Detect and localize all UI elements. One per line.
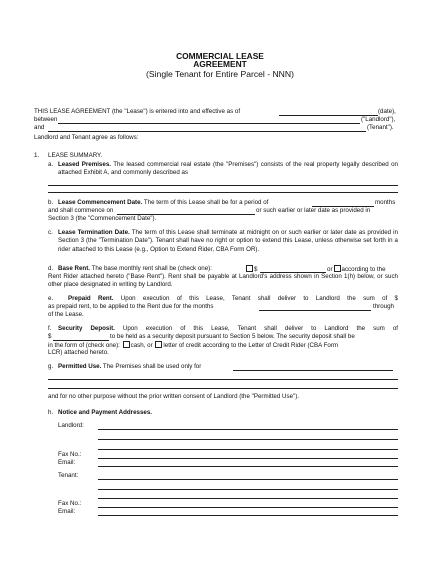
premises-description-blank-1[interactable] bbox=[48, 185, 398, 186]
item-g-heading: Permitted Use. bbox=[58, 363, 102, 370]
tenant-address-blank-2[interactable] bbox=[98, 489, 398, 490]
item-b-text2: and shall commence on bbox=[48, 207, 114, 214]
item-f-text5: LCR) attached hereto. bbox=[48, 349, 109, 356]
item-b-text1: The term of this Lease shall be for a period of bbox=[142, 199, 269, 206]
landlord-address-blank-1[interactable] bbox=[98, 429, 398, 430]
item-a-heading: Leased Premises. bbox=[58, 161, 111, 168]
item-f-text4: letter of credit according to the Letter of Credit Rider (CBA Form bbox=[163, 342, 339, 349]
tenant-fax-label: Fax No.: bbox=[58, 500, 82, 507]
item-c-heading: Lease Termination Date. bbox=[58, 229, 130, 236]
item-d-text3: Rent Rider attached hereto ("Base Rent"). Rent shall be payable at Landlord's address shown in Section 1(h) below, or such other place designated in writing by Landlord. bbox=[48, 273, 398, 289]
item-g-line1 bbox=[58, 363, 201, 371]
landlord-address-label: Landlord: bbox=[58, 422, 84, 429]
item-b-heading: Lease Commencement Date. bbox=[58, 199, 143, 206]
fixed-rent-dollar: $ bbox=[254, 266, 258, 273]
deposit-dollar: $ bbox=[48, 333, 52, 340]
rent-rider-checkbox[interactable] bbox=[334, 265, 341, 272]
prepaid-months-blank[interactable] bbox=[259, 310, 371, 311]
permitted-use-blank-2[interactable] bbox=[48, 379, 398, 380]
landlord-email-blank[interactable] bbox=[98, 466, 398, 467]
tenant-name-blank[interactable] bbox=[48, 131, 366, 132]
item-g-text1: The Premises shall be used only for bbox=[101, 363, 202, 370]
letter-of-credit-checkbox[interactable] bbox=[155, 341, 162, 348]
months-label: months bbox=[375, 199, 396, 206]
tenant-address-label: Tenant: bbox=[58, 472, 79, 479]
tenant-fax-blank[interactable] bbox=[98, 507, 398, 508]
item-b-letter: b. bbox=[48, 199, 54, 206]
cash-checkbox[interactable] bbox=[123, 341, 130, 348]
between-label: between bbox=[34, 116, 58, 123]
tenant-label: (Tenant"). bbox=[367, 124, 394, 131]
permitted-use-blank-3[interactable] bbox=[48, 388, 398, 389]
item-f-heading: Security Deposit. bbox=[58, 325, 115, 332]
intro-line: THIS LEASE AGREEMENT (the "Lease") is entered into and effective as of bbox=[34, 108, 241, 115]
landlord-email-label: Email: bbox=[58, 459, 76, 466]
landlord-fax-label: Fax No.: bbox=[58, 451, 82, 458]
document-title-line1: COMMERCIAL LEASE bbox=[176, 51, 264, 61]
item-e-letter: e. bbox=[48, 295, 54, 302]
item-a-paragraph bbox=[58, 161, 398, 178]
and-label: and bbox=[34, 124, 45, 131]
premises-description-blank-2[interactable] bbox=[48, 192, 398, 193]
item-c-paragraph bbox=[58, 229, 398, 254]
item-h-heading: Notice and Payment Addresses. bbox=[58, 409, 152, 416]
item-e-text1: Upon execution of this Lease, Tenant shall deliver to Landlord the sum of $ bbox=[113, 295, 399, 302]
section-1-number: 1. bbox=[34, 152, 40, 159]
item-e-heading: Prepaid Rent. bbox=[68, 295, 114, 302]
item-e-text3: of the Lease. bbox=[48, 311, 84, 318]
item-g-letter: g. bbox=[48, 363, 54, 370]
item-g-text2: and for no other purpose without the prior written consent of Landlord (the "Permitted Use"). bbox=[48, 393, 299, 400]
landlord-address-blank-2[interactable] bbox=[98, 439, 398, 440]
tenant-address-blank-3[interactable] bbox=[98, 498, 398, 499]
item-e-text2: as prepaid rent, to be applied to the Rent due for the months bbox=[48, 303, 214, 310]
item-d-heading: Base Rent. bbox=[58, 265, 90, 272]
item-f-text2: to be held as a security deposit pursuant to Section 5 below. The security deposit shall be bbox=[110, 333, 355, 340]
item-h-letter: h. bbox=[48, 409, 54, 416]
document-title-line2: AGREEMENT bbox=[193, 59, 247, 69]
item-f-letter: f. bbox=[48, 325, 52, 332]
landlord-fax-blank[interactable] bbox=[98, 458, 398, 459]
item-a-letter: a. bbox=[48, 161, 54, 168]
landlord-address-blank-3[interactable] bbox=[98, 449, 398, 450]
item-b-text4: Section 3 (the "Commencement Date"). bbox=[48, 215, 157, 222]
tenant-email-label: Email: bbox=[58, 508, 76, 515]
item-c-text: The term of this Lease shall terminate at midnight on or such earlier or later date as provided in Section 3 (the "Termination Date"). Tenant shall have no right or option to extend this Lease, unless otherwise set forth in a rider attached to this Lease (e.g., Option to Extend Rider, CBA Form OR). bbox=[58, 229, 398, 253]
item-d-text1: The base monthly rent shall be (check one): bbox=[89, 265, 212, 272]
cash-label: cash, or bbox=[130, 342, 153, 349]
item-d-or: or bbox=[327, 266, 333, 273]
tenant-email-blank[interactable] bbox=[98, 515, 398, 516]
tenant-address-blank-1[interactable] bbox=[98, 479, 398, 480]
through-label: through bbox=[373, 303, 394, 310]
item-d-letter: d. bbox=[48, 265, 54, 272]
date-label: (date), bbox=[378, 108, 396, 115]
fixed-rent-checkbox[interactable] bbox=[246, 265, 253, 272]
item-f-text3: in the form of (check one): bbox=[48, 342, 120, 349]
item-f-text1: Upon execution of this Lease, Tenant shall deliver to Landlord the sum of bbox=[114, 325, 398, 332]
agree-line: Landlord and Tenant agree as follows: bbox=[34, 134, 139, 141]
item-a-text: The leased commercial real estate (the "Premises") consists of the real property legally described on attached Exhibit A, and commonly described as bbox=[58, 161, 398, 177]
document-subtitle: (Single Tenant for Entire Parcel - NNN) bbox=[146, 69, 294, 79]
item-b-text3: or such earlier or later date as provided in bbox=[256, 207, 371, 214]
landlord-label: ("Landlord"), bbox=[361, 116, 396, 123]
section-1-title: LEASE SUMMARY. bbox=[48, 152, 103, 159]
item-d-text2: according to the bbox=[341, 266, 386, 273]
permitted-use-blank-1[interactable] bbox=[233, 370, 393, 371]
landlord-name-blank[interactable] bbox=[58, 123, 360, 124]
item-c-letter: c. bbox=[48, 229, 53, 236]
